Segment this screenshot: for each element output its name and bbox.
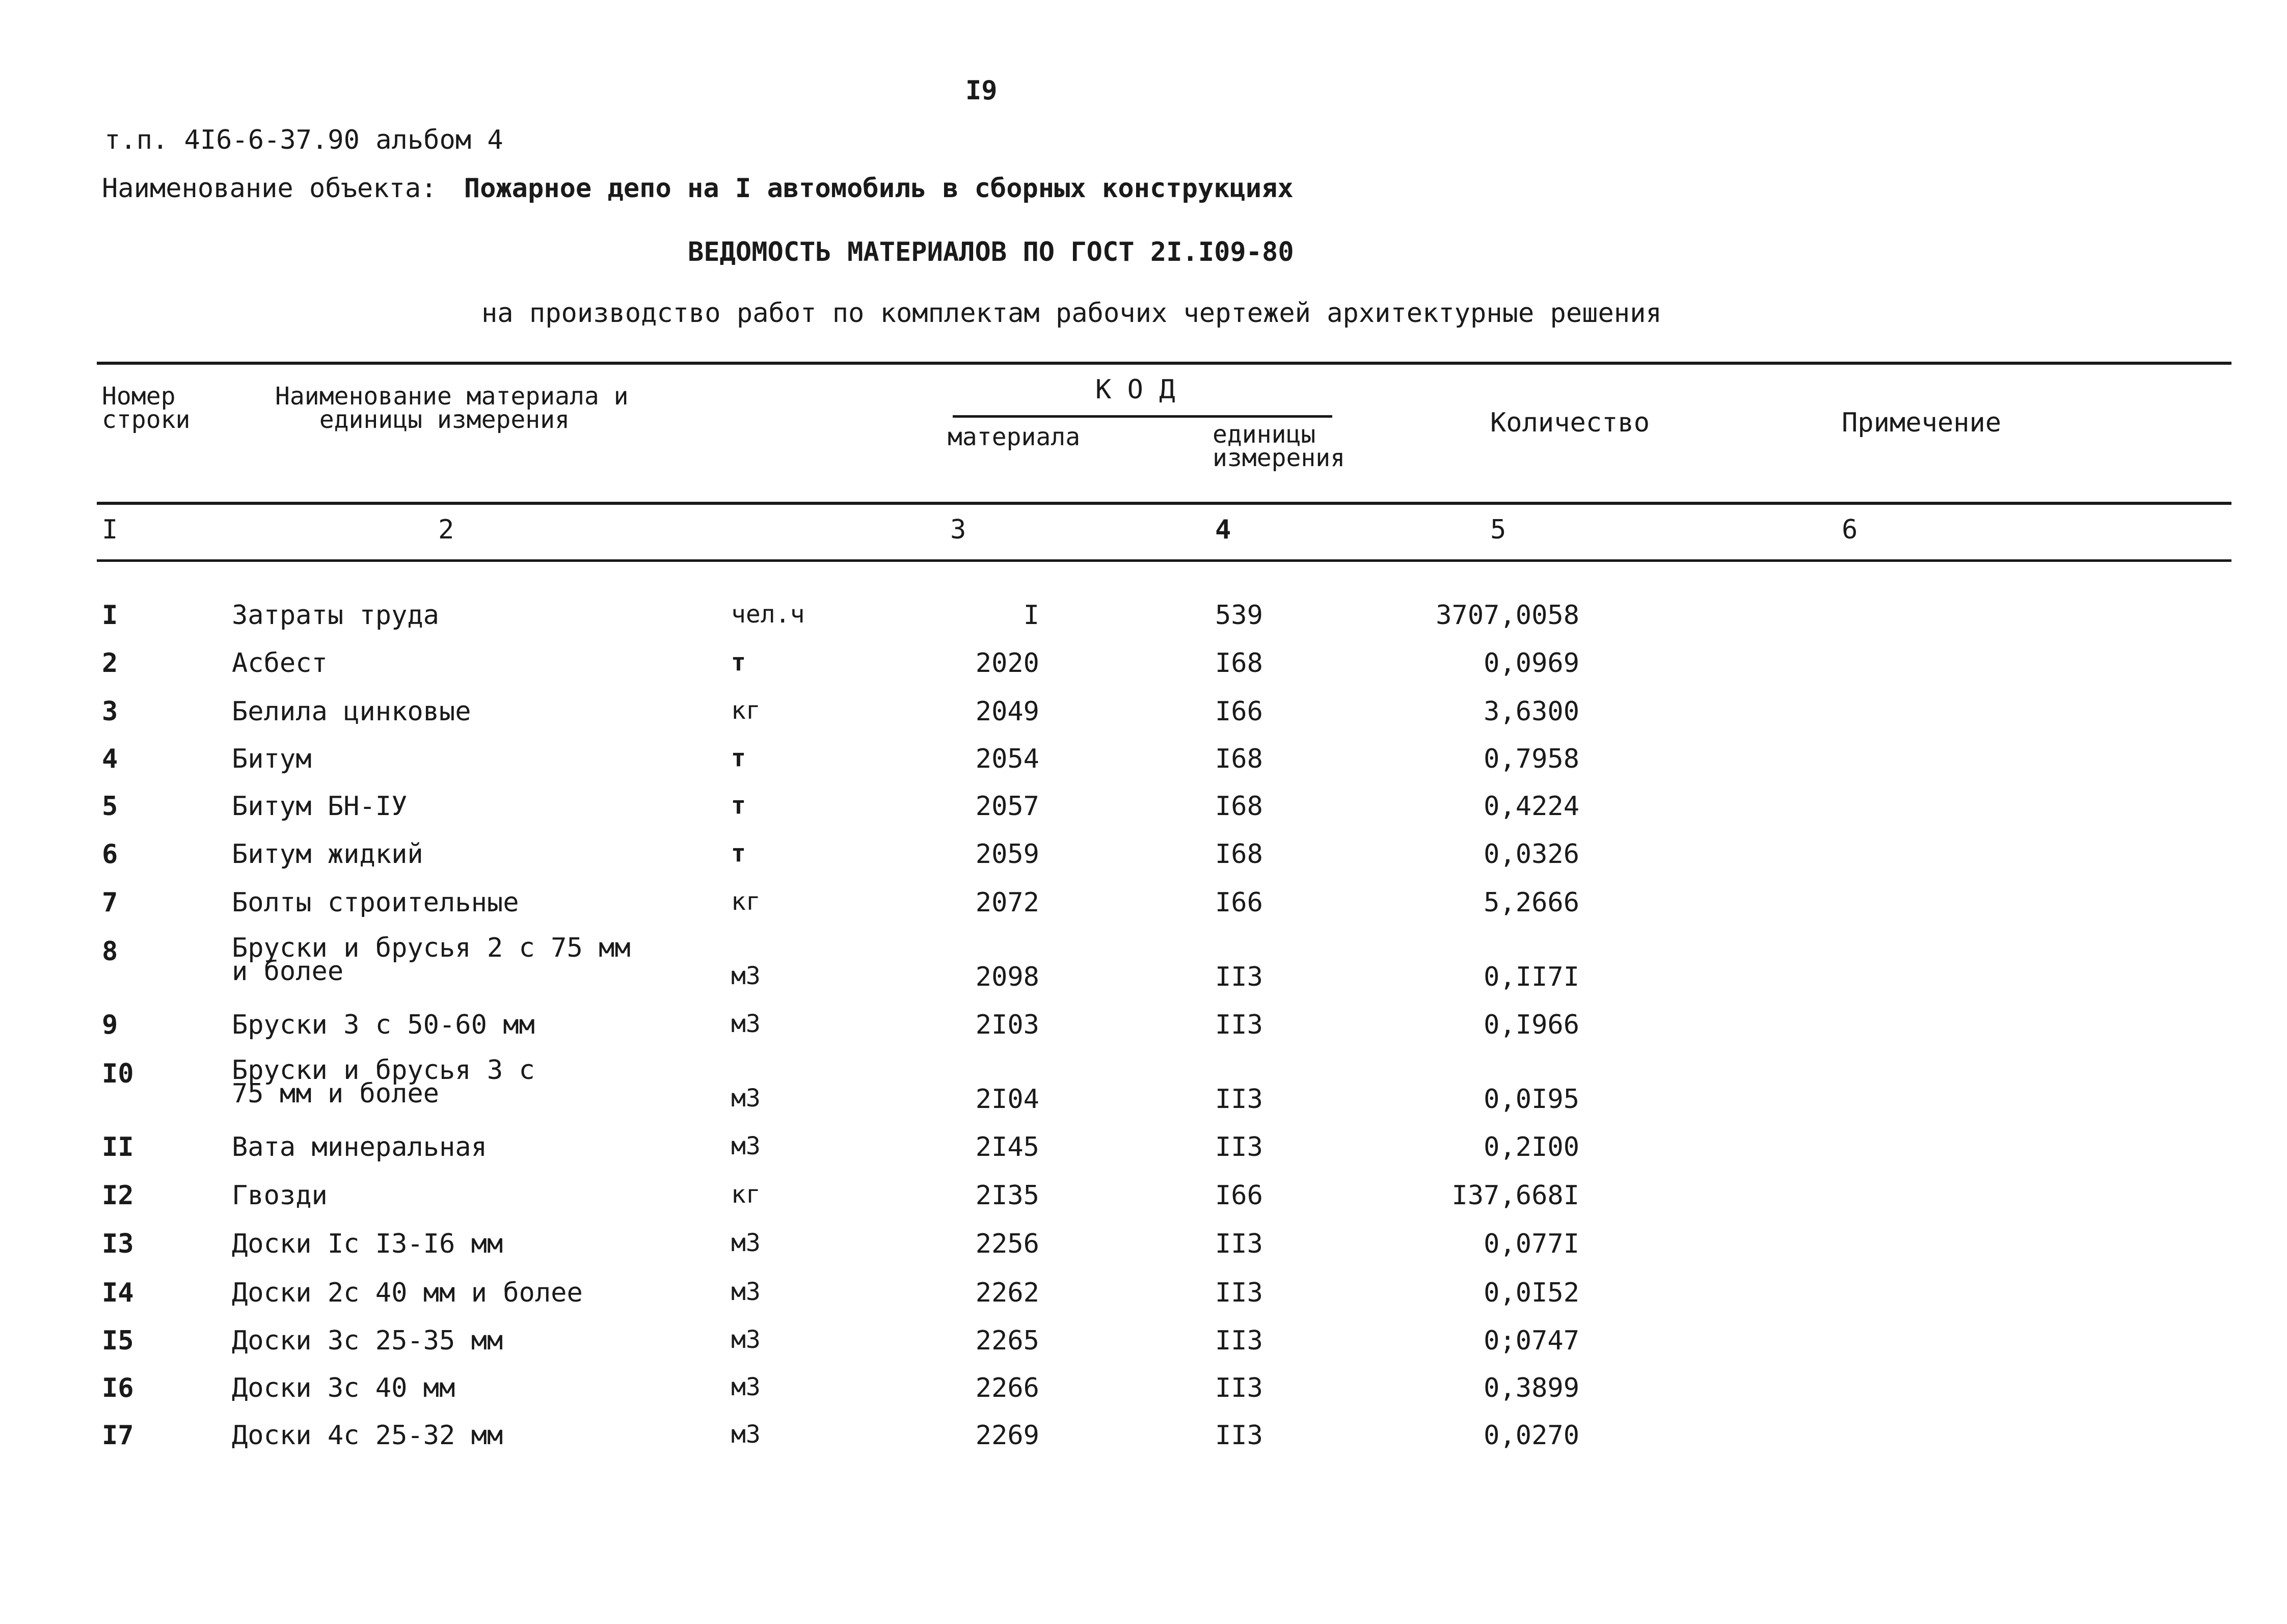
material-code: 2020 <box>975 648 1039 679</box>
material-code: 2I04 <box>975 1084 1039 1115</box>
unit: м3 <box>731 1325 761 1354</box>
material-name: Вата минеральная <box>232 1132 487 1162</box>
quantity: 0,2I00 <box>1484 1132 1579 1162</box>
material-code: 2I35 <box>975 1180 1039 1211</box>
material-name: Бруски и брусья 3 с 75 мм и более <box>232 1055 535 1109</box>
material-name: Доски Iс I3-I6 мм <box>232 1229 503 1259</box>
unit: м3 <box>731 1373 761 1401</box>
row-number: I5 <box>102 1325 134 1356</box>
material-code: 2269 <box>975 1420 1039 1451</box>
document-title: ВЕДОМОСТЬ МАТЕРИАЛОВ ПО ГОСТ 2I.I09-80 <box>688 237 1294 267</box>
unit-code: II3 <box>1215 1229 1263 1259</box>
row-number: 5 <box>102 791 118 822</box>
quantity: 0,4224 <box>1484 791 1579 822</box>
table-top-rule <box>97 362 2231 365</box>
unit: м3 <box>731 1132 761 1160</box>
header-code: К О Д <box>1095 374 1175 405</box>
column-number-2: 2 <box>438 515 454 545</box>
header-row-number: Номер строки <box>102 382 191 434</box>
unit-code: II3 <box>1215 1420 1263 1451</box>
unit-code: II3 <box>1215 1373 1263 1403</box>
row-number: 6 <box>102 839 118 870</box>
unit-code: II3 <box>1215 1278 1263 1308</box>
material-name: Бруски 3 с 50-60 мм <box>232 1010 535 1040</box>
header-quantity: Количество <box>1490 408 1650 438</box>
material-code: 2072 <box>975 887 1039 918</box>
unit: т <box>731 648 746 676</box>
unit-code: II3 <box>1215 962 1263 992</box>
material-code: 2262 <box>975 1278 1039 1308</box>
row-number: II <box>102 1132 134 1162</box>
material-code: 2057 <box>975 791 1039 822</box>
unit: м3 <box>731 1010 761 1038</box>
material-code: I <box>1023 600 1039 631</box>
row-number: 3 <box>102 696 118 727</box>
unit: т <box>731 839 746 868</box>
quantity: 0,0I95 <box>1484 1084 1579 1115</box>
material-name: Доски 3с 25-35 мм <box>232 1325 503 1356</box>
unit: м3 <box>731 1229 761 1257</box>
page-number: I9 <box>965 75 998 106</box>
unit: кг <box>731 887 761 916</box>
row-number: 4 <box>102 744 118 774</box>
material-code: 2I45 <box>975 1132 1039 1162</box>
unit-code: I68 <box>1215 791 1263 822</box>
unit: чел.ч <box>731 600 805 629</box>
material-code: 2098 <box>975 962 1039 992</box>
header-bottom-rule <box>97 502 2231 505</box>
material-name: Доски 2с 40 мм и более <box>232 1278 583 1308</box>
quantity: I37,668I <box>1451 1180 1579 1211</box>
material-name: Бруски и брусья 2 с 75 мм и более <box>232 933 631 987</box>
row-number: I6 <box>102 1373 134 1403</box>
unit-code: I66 <box>1215 1180 1263 1211</box>
unit: м3 <box>731 1278 761 1306</box>
unit-code: II3 <box>1215 1084 1263 1115</box>
material-name: Болты строительные <box>232 887 519 918</box>
column-number-1: I <box>102 515 118 545</box>
quantity: 0,0969 <box>1484 648 1579 679</box>
header-code-unit: единицы измерения <box>1213 420 1346 472</box>
header-code-rule <box>953 415 1332 418</box>
object-line <box>102 173 1294 204</box>
quantity: 0,077I <box>1484 1229 1579 1259</box>
unit: т <box>731 791 746 820</box>
material-name: Битум жидкий <box>232 839 423 870</box>
quantity: 5,2666 <box>1484 887 1579 918</box>
unit-code: II3 <box>1215 1325 1263 1356</box>
quantity: 0;0747 <box>1484 1325 1579 1356</box>
row-number: I3 <box>102 1229 134 1259</box>
header-note: Примечение <box>1842 408 2002 438</box>
column-number-4: 4 <box>1215 515 1231 545</box>
column-numbers-rule <box>97 559 2231 562</box>
header-code-material: материала <box>948 423 1081 451</box>
object-name: Пожарное депо на I автомобиль в сборных конструкциях <box>464 173 1294 204</box>
quantity: 0,II7I <box>1484 962 1579 992</box>
unit: м3 <box>731 1084 761 1113</box>
material-code: 2049 <box>975 696 1039 727</box>
row-number: 9 <box>102 1010 118 1040</box>
row-number: I7 <box>102 1420 134 1451</box>
unit-code: I66 <box>1215 887 1263 918</box>
material-name: Гвозди <box>232 1180 328 1211</box>
row-number: I0 <box>102 1059 134 1089</box>
quantity: 0,0I52 <box>1484 1278 1579 1308</box>
material-code: 2266 <box>975 1373 1039 1403</box>
unit: м3 <box>731 962 761 990</box>
header-material-name: Наименование материала и единицы измерения <box>275 382 629 434</box>
row-number: 8 <box>102 936 118 967</box>
material-code: 2054 <box>975 744 1039 774</box>
unit-code: II3 <box>1215 1010 1263 1040</box>
document-subtitle: на производство работ по комплектам рабочих чертежей архитектурные решения <box>481 298 1662 329</box>
material-name: Доски 4с 25-32 мм <box>232 1420 503 1451</box>
material-name: Битум <box>232 744 312 774</box>
material-name: Битум БН-IУ <box>232 791 408 822</box>
unit: т <box>731 744 746 772</box>
quantity: 3707,0058 <box>1436 600 1579 631</box>
material-code: 2256 <box>975 1229 1039 1259</box>
column-number-6: 6 <box>1842 515 1858 545</box>
unit: м3 <box>731 1420 761 1449</box>
quantity: 0,7958 <box>1484 744 1579 774</box>
material-code: 2059 <box>975 839 1039 870</box>
unit-code: I68 <box>1215 744 1263 774</box>
material-name: Затраты труда <box>232 600 439 631</box>
unit-code: 539 <box>1215 600 1263 631</box>
material-code: 2I03 <box>975 1010 1039 1040</box>
material-code: 2265 <box>975 1325 1039 1356</box>
row-number: 7 <box>102 887 118 918</box>
column-number-3: 3 <box>950 515 966 545</box>
unit-code: I66 <box>1215 696 1263 727</box>
material-name: Белила цинковые <box>232 696 471 727</box>
quantity: 0,0270 <box>1484 1420 1579 1451</box>
row-number: I <box>102 600 118 631</box>
row-number: I4 <box>102 1278 134 1308</box>
quantity: 3,6300 <box>1484 696 1579 727</box>
object-label: Наименование объекта: <box>102 173 437 204</box>
unit: кг <box>731 696 761 725</box>
material-name: Асбест <box>232 648 328 679</box>
material-name: Доски 3с 40 мм <box>232 1373 455 1403</box>
quantity: 0,3899 <box>1484 1373 1579 1403</box>
document-reference: т.п. 4I6-6-37.90 альбом 4 <box>104 125 503 155</box>
row-number: 2 <box>102 648 118 679</box>
column-number-5: 5 <box>1490 515 1506 545</box>
unit-code: II3 <box>1215 1132 1263 1162</box>
quantity: 0,0326 <box>1484 839 1579 870</box>
unit-code: I68 <box>1215 839 1263 870</box>
row-number: I2 <box>102 1180 134 1211</box>
quantity: 0,I966 <box>1484 1010 1579 1040</box>
unit: кг <box>731 1180 761 1209</box>
unit-code: I68 <box>1215 648 1263 679</box>
